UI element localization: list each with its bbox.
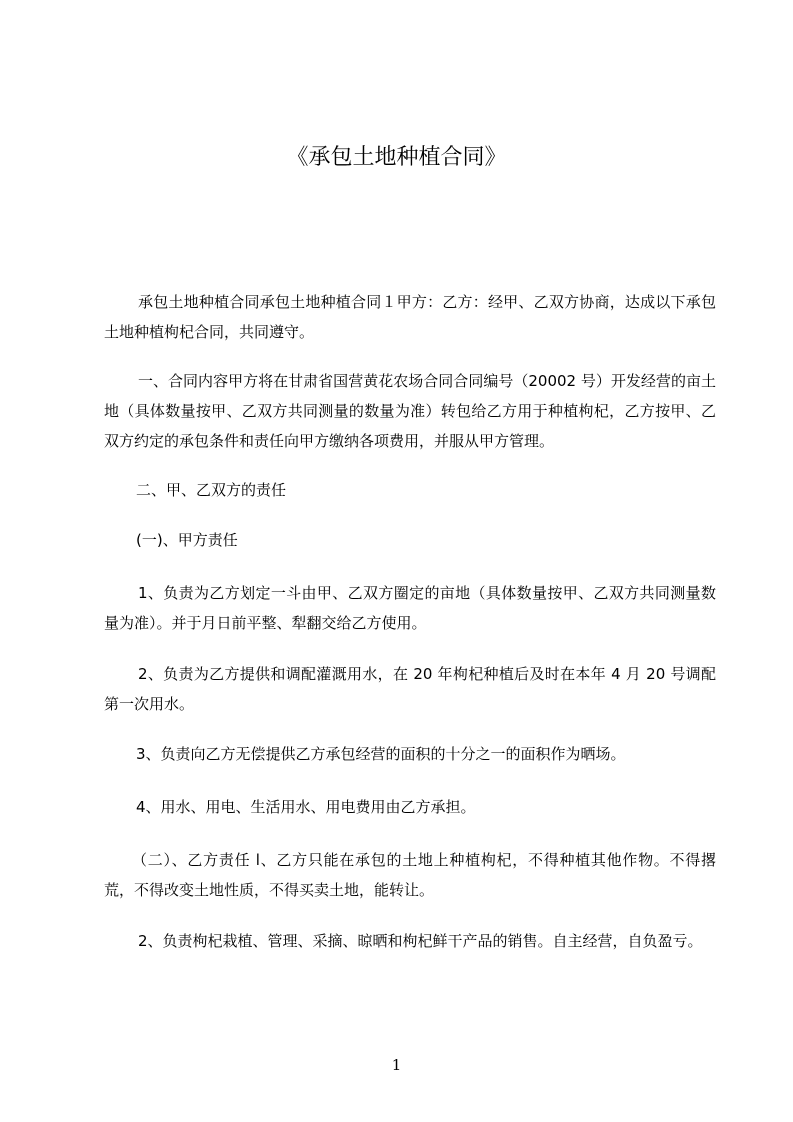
paragraph-party-b-heading: （二）、乙方责任 l、乙方只能在承包的土地上种植枸杞，不得种植其他作物。不得撂荒，不得改变土地性质，不得买卖土地，能转让。 bbox=[104, 851, 716, 899]
document-title: 《承包土地种植合同》 bbox=[286, 145, 507, 170]
paragraph-section-2-heading: 二、甲、乙双方的责任 bbox=[136, 481, 287, 499]
paragraph-party-a-item-3: 3、负责向乙方无偿提供乙方承包经营的面积的十分之一的面积作为晒场。 bbox=[136, 745, 626, 763]
paragraph-party-a-item-2: 2、负责为乙方提供和调配灌溉用水，在 20 年枸杞种植后及时在本年 4 月 20 号调配第一次用水。 bbox=[104, 665, 716, 713]
paragraph-party-a-item-4: 4、用水、用电、生活用水、用电费用由乙方承担。 bbox=[136, 798, 476, 816]
paragraph-party-a-item-1: 1、负责为乙方划定一斗由甲、乙双方圈定的亩地（具体数量按甲、乙双方共同测量数量为准）。并于月日前平整、犁翻交给乙方使用。 bbox=[104, 584, 716, 632]
paragraph-party-a-heading: (一)、甲方责任 bbox=[136, 531, 238, 549]
paragraph-intro: 承包土地种植合同承包土地种植合同１甲方：乙方：经甲、乙双方协商，达成以下承包土地种植枸杞合同，共同遵守。 bbox=[104, 293, 716, 341]
paragraph-section-1: 一、合同内容甲方将在甘肃省国营黄花农场合同合同编号（20002 号）开发经营的亩土地（具体数量按甲、乙双方共同测量的数量为准）转包给乙方用于种植枸杞，乙方按甲、乙双方约定的承包条件和责任向甲方缴纳各项费用，并服从甲方管理。 bbox=[104, 372, 716, 450]
page-number: 1 bbox=[391, 1056, 402, 1074]
paragraph-party-b-item-2: 2、负责枸杞栽植、管理、采摘、晾晒和枸杞鲜干产品的销售。自主经营，自负盈亏。 bbox=[138, 932, 703, 950]
